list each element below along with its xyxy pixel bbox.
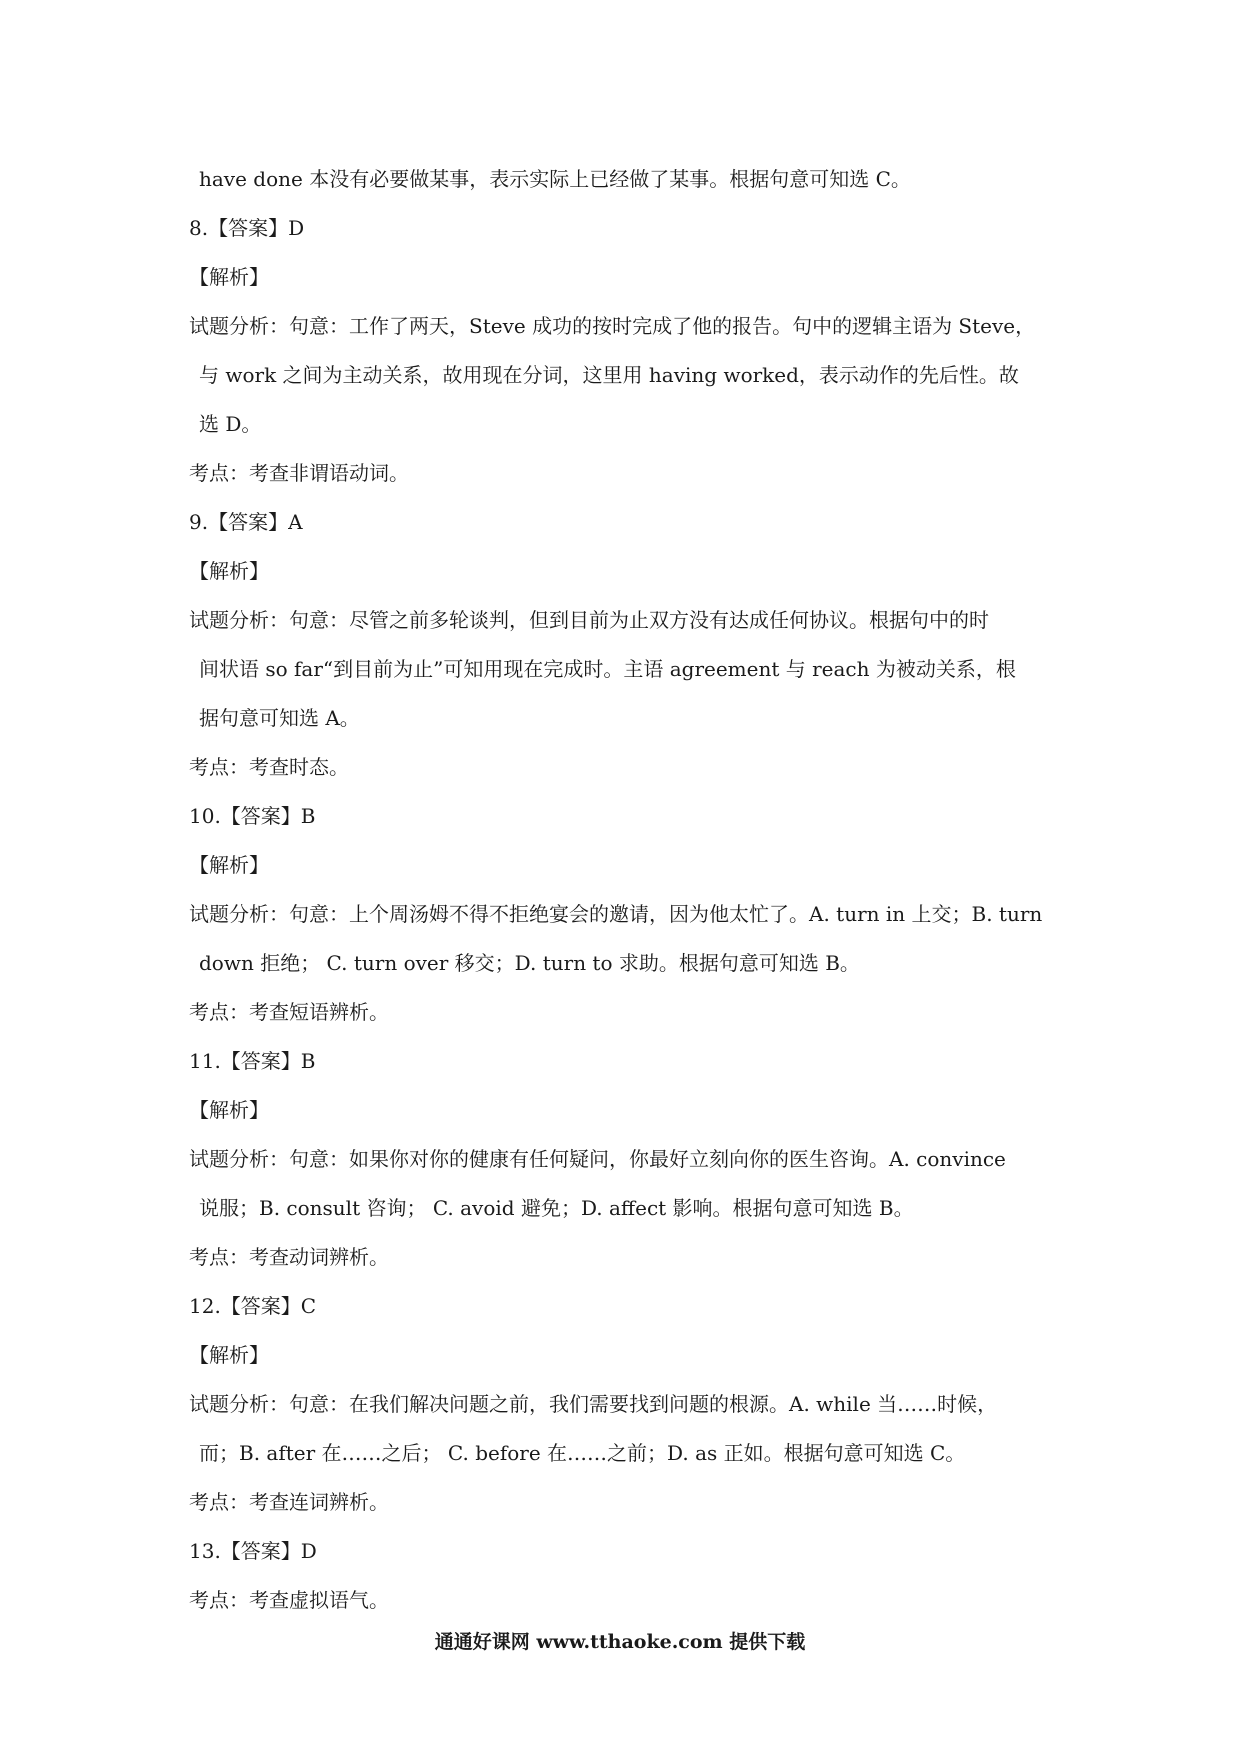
text-line: 据句意可知选 A。 [199, 706, 360, 730]
answer-explanations [189, 155, 1059, 1625]
analysis-label: 【解析】 [189, 853, 269, 877]
analysis-label: 【解析】 [189, 1343, 269, 1367]
text-line: down 拒绝； C. turn over 移交；D. turn to 求助。根据句意可知选 B。 [199, 951, 860, 975]
text-line: 说服；B. consult 咨询； C. avoid 避免；D. affect 影响。根据句意可知选 B。 [199, 1196, 914, 1220]
text-line: 而；B. after 在……之后； C. before 在……之前；D. as 正如。根据句意可知选 C。 [199, 1441, 966, 1465]
answer-heading-9: 9.【答案】A [189, 510, 303, 534]
analysis-label: 【解析】 [189, 1098, 269, 1122]
text-line: 选 D。 [199, 412, 262, 436]
key-point: 考点：考查时态。 [189, 755, 349, 779]
answer-heading-10: 10.【答案】B [189, 804, 316, 828]
text-line: 试题分析：句意：在我们解决问题之前，我们需要找到问题的根源。A. while 当……时候， [189, 1392, 998, 1416]
key-point: 考点：考查短语辨析。 [189, 1000, 389, 1024]
key-point: 考点：考查非谓语动词。 [189, 461, 409, 485]
text-line: have done 本没有必要做某事，表示实际上已经做了某事。根据句意可知选 C。 [199, 167, 911, 191]
text-line: 间状语 so far“到目前为止”可知用现在完成时。主语 agreement 与 reach 为被动关系，根 [199, 657, 1016, 681]
analysis-label: 【解析】 [189, 265, 269, 289]
text-line: 试题分析：句意：工作了两天，Steve 成功的按时完成了他的报告。句中的逻辑主语为 Steve， [189, 314, 1036, 338]
answer-heading-11: 11.【答案】B [189, 1049, 316, 1073]
answer-heading-12: 12.【答案】C [189, 1294, 317, 1318]
text-line: 试题分析：句意：如果你对你的健康有任何疑问，你最好立刻向你的医生咨询。A. convince [189, 1147, 1006, 1171]
key-point: 考点：考查连词辨析。 [189, 1490, 389, 1514]
answer-heading-13: 13.【答案】D [189, 1539, 317, 1563]
text-line: 与 work 之间为主动关系，故用现在分词，这里用 having worked，表示动作的先后性。故 [199, 363, 1019, 387]
text-line: 试题分析：句意：上个周汤姆不得不拒绝宴会的邀请，因为他太忙了。A. turn in 上交；B. turn [189, 902, 1043, 926]
answer-heading-8: 8.【答案】D [189, 216, 305, 240]
key-point: 考点：考查动词辨析。 [189, 1245, 389, 1269]
text-line: 试题分析：句意：尽管之前多轮谈判，但到目前为止双方没有达成任何协议。根据句中的时 [189, 608, 989, 632]
key-point: 考点：考查虚拟语气。 [189, 1588, 389, 1612]
page-footer: 通通好课网 www.tthaoke.com 提供下载 [434, 1631, 806, 1653]
analysis-label: 【解析】 [189, 559, 269, 583]
